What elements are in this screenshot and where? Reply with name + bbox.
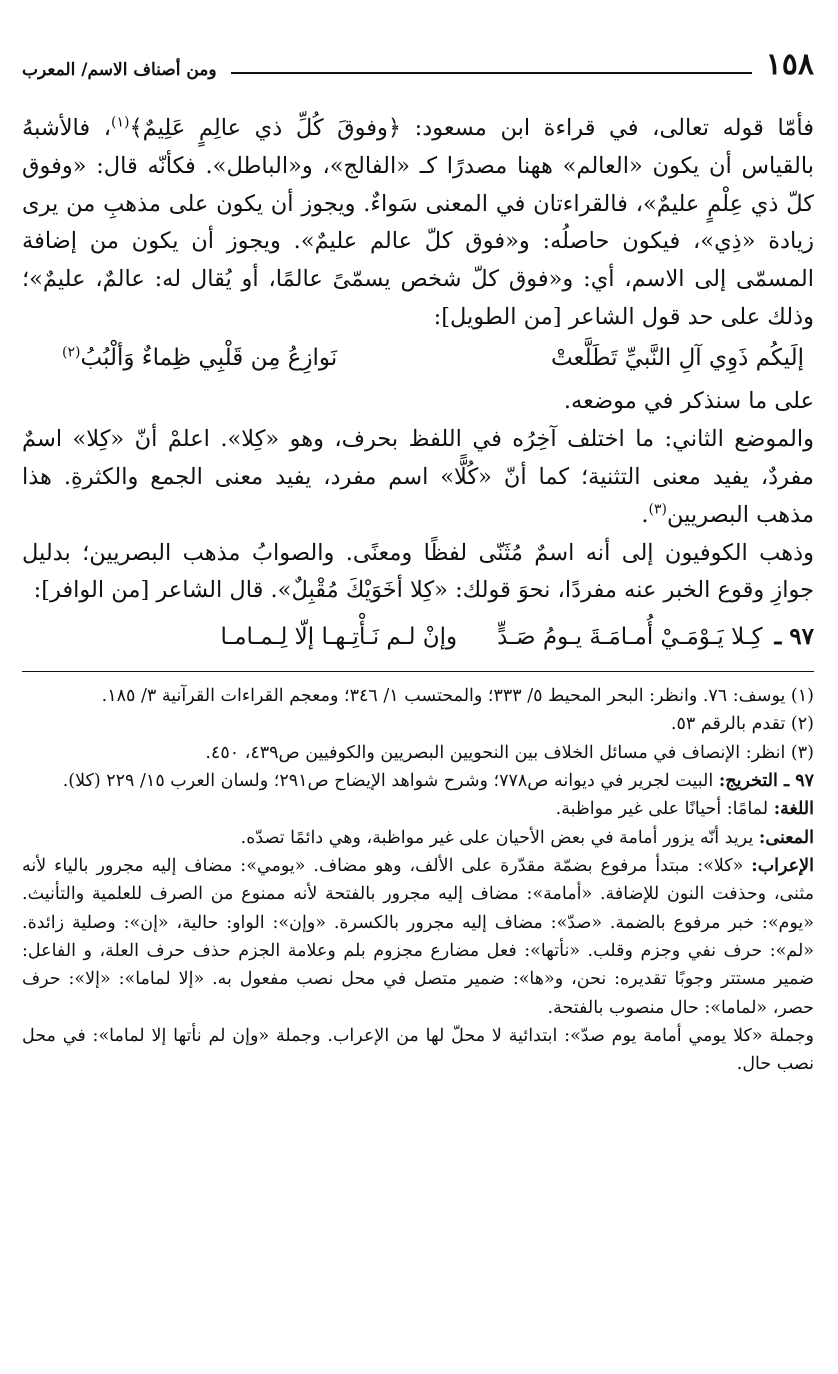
paragraph-1-a: فأمّا قوله تعالى، في قراءة ابن مسعود: ﴿وفوقَ كُلِّ ذي عالِمٍ عَلِيمٌ﴾: [129, 115, 814, 141]
maana: [22, 824, 814, 852]
paragraph-3-text: والموضع الثاني: ما اختلف آخِرُه في اللفظ بحرف، وهو «كِلا». اعلمْ أنّ «كِلا» اسمٌ مفردٌ، يفيد معنى التثنية؛ كما أنّ «كُلًّا» اسم مفرد، يفيد معنى الجمع والكثرةِ. هذا مذهب البصريين: [22, 426, 814, 528]
page-number: ١٥٨: [765, 47, 814, 82]
lugha-text: لمامًا: أحيانًا على غير مواظبة.: [555, 799, 769, 820]
footnote-2: (٢) تقدم بالرقم ٥٣.: [670, 714, 814, 735]
takhrij: [22, 767, 814, 795]
paragraph-1-b: ، فالأشبهُ بالقياس أن يكون «العالم» ههنا مصدرًا كـ «الفالج»، و«الباطل». فكأنّه قال: «وفوق كلّ ذي عِلْمٍ عليمٌ»، فالقراءتان في المعنى سَواءٌ. ويجوز أن يكون على مذهبِ من يرى زيادة «ذِي»، فيكون حاصلُه: و«فوق كلّ عالم عليمٌ». ويجوز أن يكون من إضافة المسمّى إلى الاسم، أي: و«فوق كلّ شخص يسمّىً عالمًا، أو يُقال له: عالمٌ، عليمٌ»؛ وذلك على حد قول الشاعر [من الطويل]:: [22, 115, 814, 330]
takhrij-label: ٩٧ ـ التخريج:: [718, 770, 814, 791]
verse-1-first-hemistich: إلَيكُم ذَوِي آلِ النَّبيِّ تَطَلَّعتْ: [550, 344, 804, 371]
footnote-rule: [22, 671, 814, 672]
maana-text: يريد أنّه يزور أمامة في بعض الأحيان على غير مواظبة، وهي دائمًا تصدّه.: [240, 827, 754, 848]
paragraph-3-end: .: [641, 501, 649, 528]
takhrij-text: البيت لجرير في ديوانه ص٧٧٨؛ وشرح شواهد الإيضاح ص٢٩١؛ ولسان العرب ١٥/ ٢٢٩ (كلا).: [62, 770, 714, 791]
maana-label: المعنى:: [758, 827, 814, 848]
verse-1: [62, 339, 804, 378]
lugha: [22, 795, 814, 823]
paragraph-1: [22, 110, 814, 337]
running-title: ومن أصناف الاسم/ المعرب: [22, 60, 217, 80]
paragraph-4: وذهب الكوفيون إلى أنه اسمٌ مُثَنّى لفظًا ومعنًى. والصوابُ مذهب البصريين؛ بدليل جوازِ وقوع الخبر عنه مفردًا، نحوَ قولك: «كِلا أخَوَيْكَ مُقْبِلٌ». قال الشاعر [من الوافر]:: [22, 539, 814, 604]
irab: [22, 852, 814, 1022]
irab-label: الإعراب:: [751, 855, 814, 876]
verse-97-first-hemistich: كِـلا يَـوْمَـيْ أُمـامَـةَ يـومُ صَـدٍّ: [497, 624, 763, 651]
book-page: [22, 40, 814, 1354]
footnote-3: (٣) انظر: الإنصاف في مسائل الخلاف بين النحويين البصريين والكوفيين ص٤٣٩، ٤٥٠.: [205, 742, 814, 763]
footnote-ref-3: (٣): [648, 501, 668, 518]
jumla: وجملة «كلا يومي أمامة يوم صدّ»: ابتدائية لا محلّ لها من الإعراب. وجملة «وإن لم نأتها إلا لماما»: في محل نصب حال.: [22, 1025, 814, 1075]
verse-97: [22, 618, 814, 657]
footnotes: [22, 682, 814, 1079]
paragraph-2: على ما سنذكر في موضعه.: [563, 388, 814, 415]
paragraph-3: [22, 421, 814, 534]
verse-1-second-hemistich: [62, 339, 337, 378]
header-rule: [231, 72, 752, 74]
lugha-label: اللغة:: [773, 799, 814, 820]
verse-97-number: ٩٧ ـ: [774, 623, 814, 651]
irab-text: «كلا»: مبتدأ مرفوع بضمّة مقدّرة على الألف، وهو مضاف. «يومي»: مضاف إليه مجرور بالياء لأنه مثنى، وحذفت النون للإضافة. «أمامة»: مضاف إليه مجرور بالفتحة لأنه ممنوع من الصرف للعلمية والتأنيث. «يوم»: خبر مرفوع بالضمة. «صدّ»: مضاف إليه مجرور بالكسرة. «وإن»: الواو: حالية، «إن»: وصلية زائدة. «لم»: حرف نفي وجزم وقلب. «نأتها»: فعل مضارع مجزوم بلم وعلامة الجزم حذف حرف العلة، و الفاعل: ضمير مستتر وجوبًا تقديره: نحن، و«ها»: ضمير متصل في محل نصب مفعول به. «إلا لماما»: «إلا»: حرف حصر، «لماما»: حال منصوب بالفتحة.: [22, 855, 814, 1018]
footnote-1: (١) يوسف: ٧٦. وانظر: البحر المحيط ٥/ ٣٣٣؛ والمحتسب ١/ ٣٤٦؛ ومعجم القراءات القرآنية ٣/ ١٨٥.: [101, 685, 814, 706]
page-header: [22, 40, 814, 80]
verse-1-second-text: نَوازِعُ مِن قَلْبِي ظِماءٌ وَألْبُبُ: [80, 344, 338, 371]
verse-97-second-hemistich: وإنْ لـم نَـأْتِـهـا إلّا لِـمـامـا: [220, 624, 458, 651]
footnote-ref-2: (٢): [62, 344, 81, 361]
main-text: [22, 110, 814, 657]
footnote-separator: [22, 671, 814, 672]
footnote-ref-1: (١): [111, 114, 130, 131]
